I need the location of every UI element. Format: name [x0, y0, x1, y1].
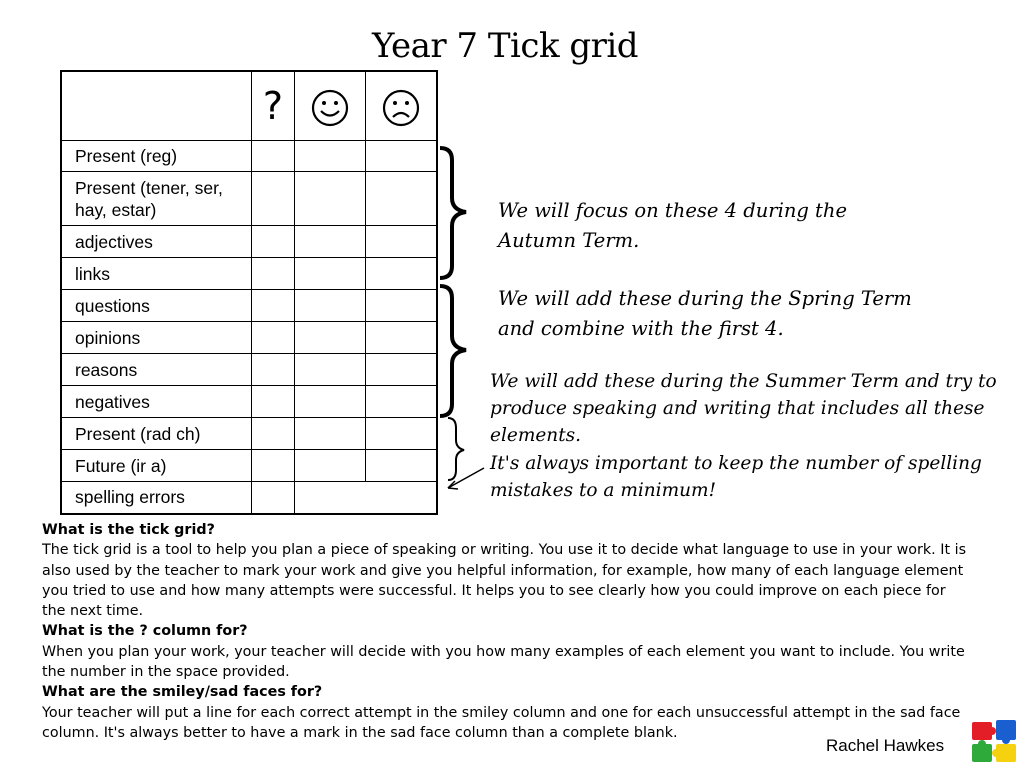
page-title: Year 7 Tick grid	[371, 26, 639, 66]
grid-row-label: links	[61, 258, 252, 290]
question-heading: What is the ? column for?	[42, 623, 248, 640]
info-section	[42, 520, 972, 743]
grid-row-label: adjectives	[61, 226, 252, 258]
question-column-header: ?	[252, 71, 295, 141]
grid-row-label: spelling errors	[61, 482, 252, 514]
bracket-summer	[448, 418, 464, 480]
answer-text: The tick grid is a tool to help you plan a piece of speaking or writing. You use it to decide what language to use in your work. It is also used by the teacher to mark your work and give you helpful information, for example, how many of each language element you tried to use and how many attempts were successful. It helps you to see clearly how you could improve on each piece for the next time.	[42, 542, 967, 620]
grid-row-label: Present (reg)	[61, 141, 252, 172]
jigsaw-puzzle-icon	[968, 716, 1020, 766]
grid-row-label: Present (rad ch)	[61, 418, 252, 450]
note-autumn: We will focus on these 4 during the Autumn Term.	[498, 199, 847, 252]
grid-row-label: negatives	[61, 386, 252, 418]
answer-text: When you plan your work, your teacher will decide with you how many examples of each element you want to include. You write the number in the space provided.	[42, 643, 965, 681]
answer-text: Your teacher will put a line for each correct attempt in the smiley column and one for each unsuccessful attempt in the sad face column. It's always better to have a mark in the sad face column than a complete blank.	[42, 704, 961, 741]
author-name: Rachel Hawkes	[826, 736, 945, 755]
note-spring: We will add these during the Spring Term and combine with the first 4.	[498, 287, 912, 340]
note-summer: We will add these during the Summer Term and try to produce speaking and writing that includes all these elements.	[490, 371, 997, 446]
grid-row-label: questions	[61, 290, 252, 322]
note-spelling: It's always important to keep the number of spelling mistakes to a minimum!	[490, 453, 982, 501]
bracket-spring	[440, 286, 466, 416]
question-heading: What is the tick grid?	[42, 522, 215, 538]
bracket-autumn	[440, 148, 466, 278]
grid-row-label: Present (tener, ser, hay, estar)	[61, 172, 252, 226]
grid-row-label: Future (ir a)	[61, 450, 252, 482]
question-heading: What are the smiley/sad faces for?	[42, 684, 323, 701]
grid-row-label: reasons	[61, 354, 252, 386]
grid-row-label: opinions	[61, 322, 252, 354]
